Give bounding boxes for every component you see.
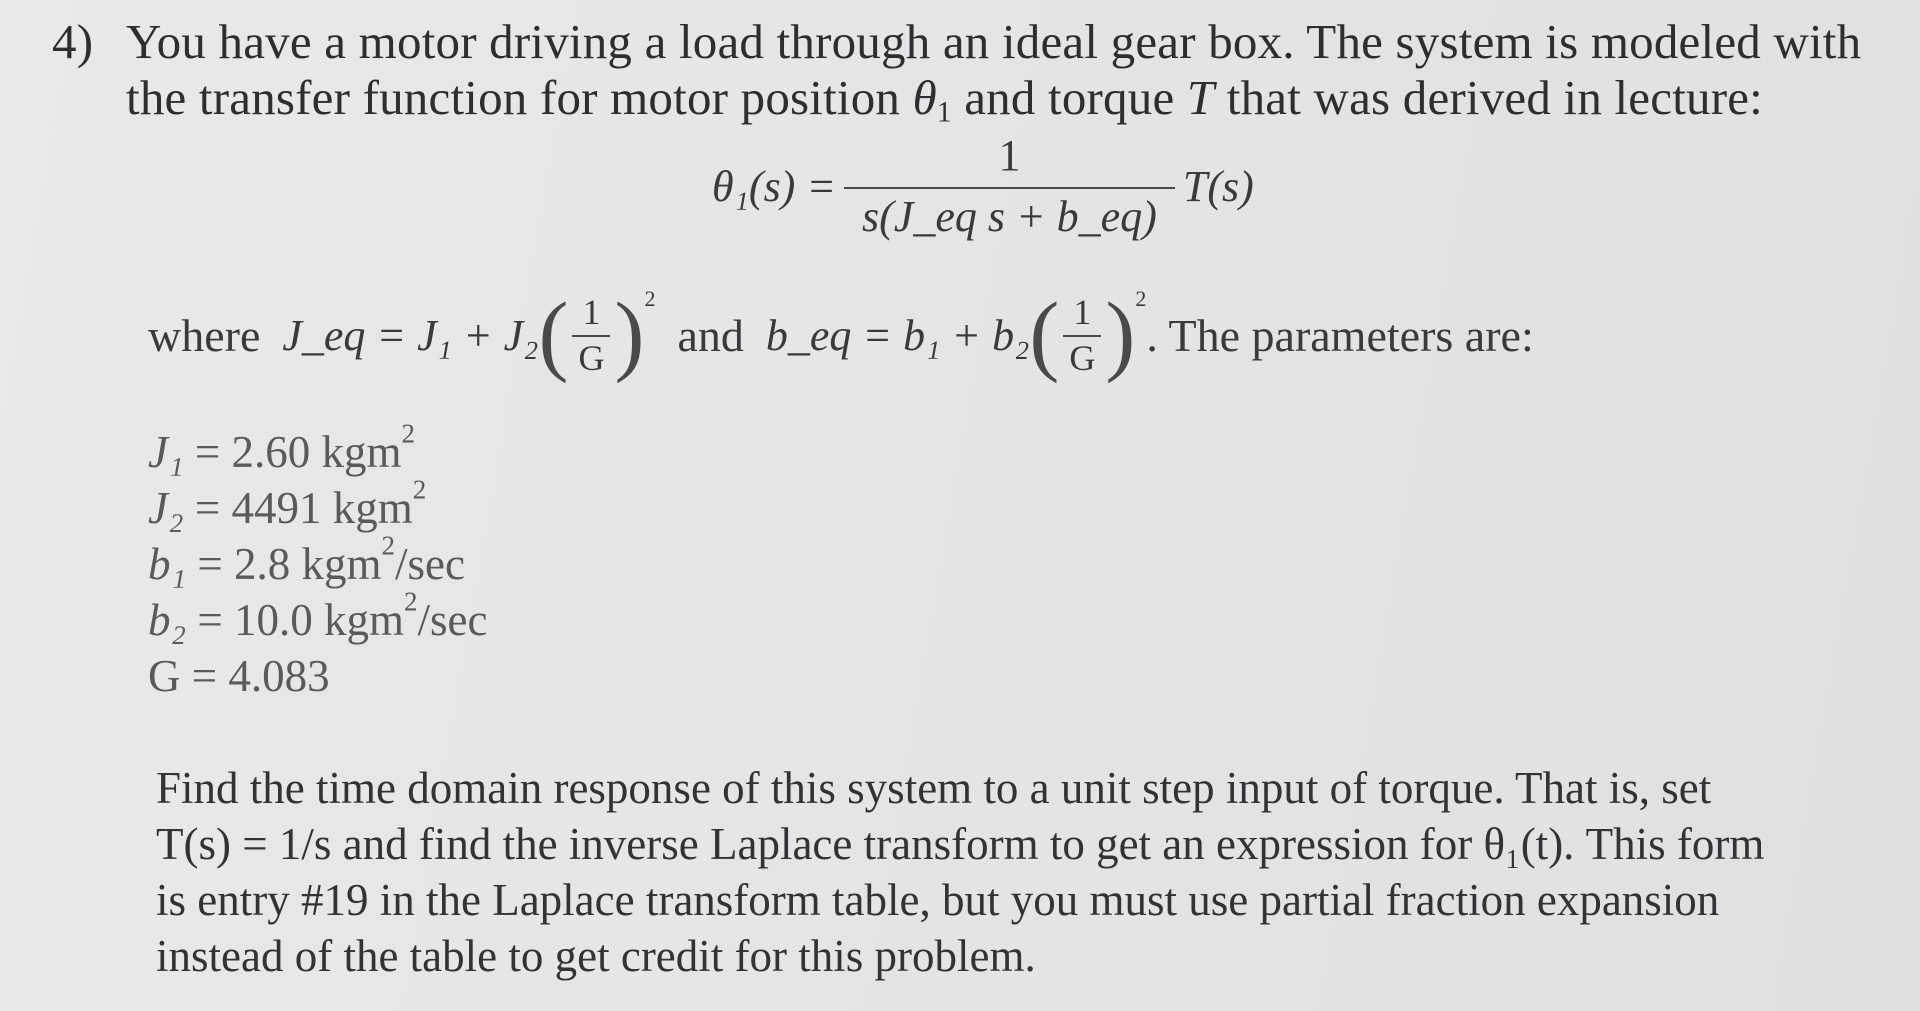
task-line-2: T(s) = 1/s and find the inverse Laplace transform to get an expression for θ₁(t). This form: [156, 819, 1765, 869]
param-value: = 10.0 kgm: [197, 595, 405, 645]
equation-lhs: θ₁(s) =: [712, 161, 837, 211]
param-sup: 2: [404, 586, 418, 617]
left-paren: (: [538, 285, 569, 384]
param-unit-tail: /sec: [395, 539, 466, 589]
param-value: = 4491 kgm: [194, 483, 413, 533]
fraction-numerator: 1: [998, 131, 1021, 180]
torque-symbol: T: [1186, 70, 1215, 125]
param-name: J₂: [148, 483, 184, 533]
parameters-intro: . The parameters are:: [1146, 309, 1534, 361]
and-word: and: [677, 309, 744, 361]
param-name: J₁: [148, 427, 184, 477]
fraction-denominator: s(J_eq s + b_eq): [844, 187, 1175, 242]
param-name: G: [148, 651, 181, 701]
jeq-definition: J_eq = J₁ + J₂: [282, 310, 539, 360]
gear-frac-num-1: 1: [582, 292, 601, 332]
param-sup: 2: [381, 530, 396, 561]
param-sup: 2: [412, 474, 427, 505]
intro-line-2-text-b: and torque: [951, 70, 1187, 125]
problem-intro: [52, 14, 1892, 129]
intro-line-2: [52, 70, 1892, 129]
right-paren-2: ): [1105, 285, 1136, 384]
gear-frac-num-2: 1: [1073, 292, 1092, 332]
intro-line-2-text-c: that was derived in lecture:: [1214, 70, 1763, 125]
intro-line-2-text-a: the transfer function for motor position: [126, 70, 913, 125]
gear-frac-den-1: G: [572, 335, 610, 379]
problem-number: 4): [52, 14, 94, 69]
task-line-1: Find the time domain response of this system to a unit step input of torque. That is, set: [156, 763, 1712, 813]
param-j1: [148, 418, 488, 480]
where-word: where: [148, 309, 261, 361]
param-b2: [148, 586, 488, 648]
param-unit-tail: /sec: [417, 595, 488, 645]
intro-line-1: You have a motor driving a load through an ideal gear box. The system is modeled with: [126, 14, 1862, 69]
param-b1: [148, 530, 488, 592]
parameter-list: [148, 418, 488, 704]
param-j2: [148, 474, 488, 536]
param-value: = 2.8 kgm: [197, 539, 382, 589]
equation-rhs: T(s): [1182, 161, 1254, 211]
left-paren-2: (: [1029, 285, 1060, 384]
param-g: [148, 648, 488, 704]
power-1: 2: [644, 286, 656, 311]
equivalent-definitions: [148, 285, 1534, 384]
param-sup: 2: [401, 418, 416, 449]
theta-subscript: 1: [936, 96, 952, 129]
param-value: = 2.60 kgm: [194, 427, 402, 477]
param-value: = 4.083: [191, 651, 330, 701]
task-line-4: instead of the table to get credit for this problem.: [156, 931, 1036, 981]
transfer-function-equation: [712, 130, 1254, 242]
theta-symbol: θ: [912, 70, 937, 125]
gear-ratio-fraction-2: [1063, 291, 1101, 379]
gear-ratio-fraction-1: [572, 291, 610, 379]
param-name: b₁: [148, 539, 187, 589]
gear-frac-den-2: G: [1063, 335, 1101, 379]
task-paragraph: [156, 760, 1856, 984]
right-paren: ): [614, 285, 645, 384]
power-2: 2: [1135, 286, 1147, 311]
task-line-3: is entry #19 in the Laplace transform table, but you must use partial fraction expansion: [156, 875, 1720, 925]
param-name: b₂: [148, 595, 187, 645]
beq-definition: b_eq = b₁ + b₂: [765, 310, 1030, 360]
transfer-function-fraction: [844, 130, 1175, 242]
